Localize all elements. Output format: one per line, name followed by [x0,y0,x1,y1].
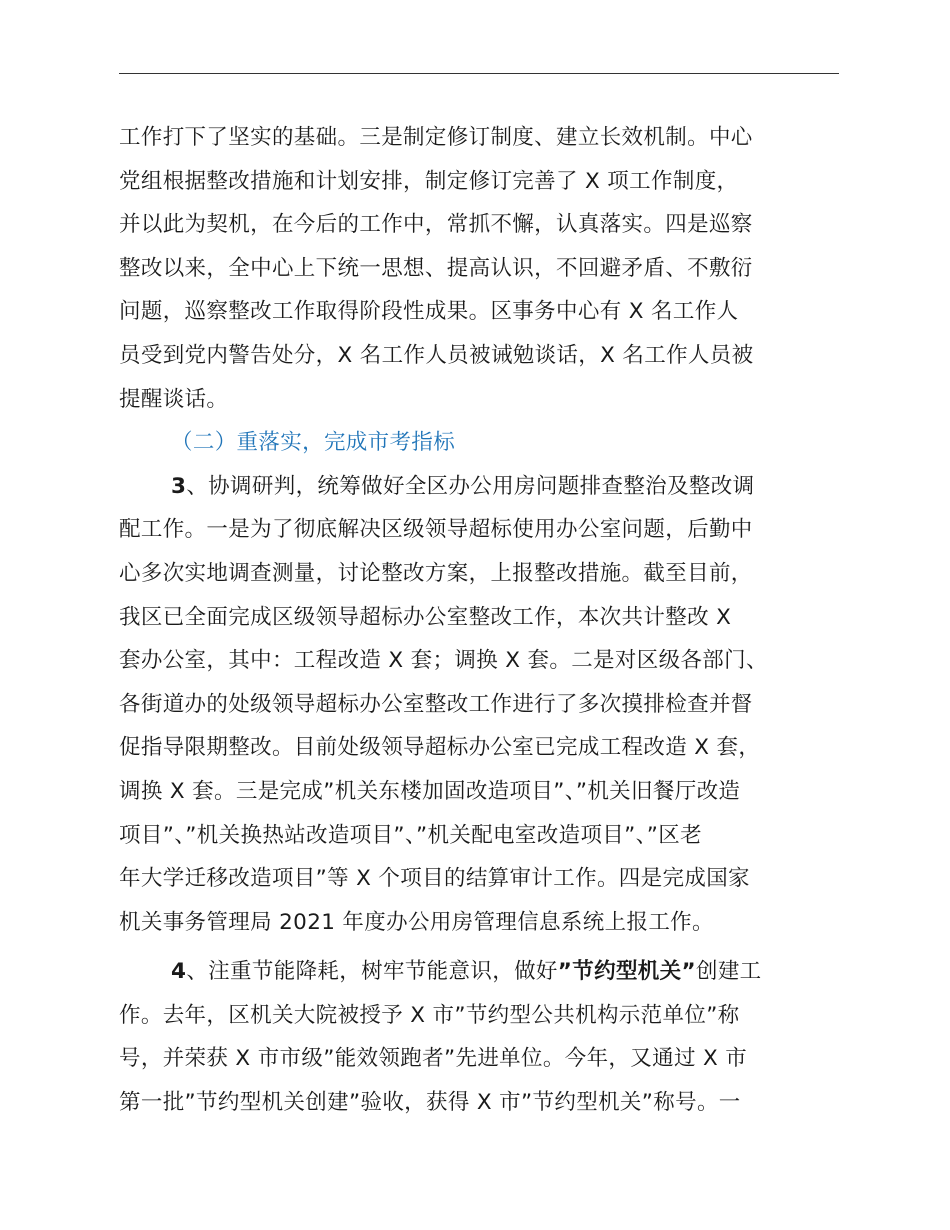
item-3-first-line-text: 、协调研判，统筹做好全区办公用房问题排查整治及整改调 [186,473,755,499]
section-heading: （二）重落实，完成市考指标 [171,430,456,456]
body-line: 套办公室，其中：工程改造 X 套；调换 X 套。二是对区级各部门、 [119,648,768,674]
body-line: 配工作。一是为了彻底解决区级领导超标使用办公室问题，后勤中 [119,517,753,543]
body-line: 机关事务管理局 2021 年度办公用房管理信息系统上报工作。 [119,909,714,935]
item-4-first-line [119,950,847,994]
body-line: 作。去年，区机关大院被授予 X 市”节约型公共机构示范单位”称 [119,1002,740,1028]
body-line: 问题，巡察整改工作取得阶段性成果。区事务中心有 X 名工作人 [119,299,739,325]
body-line: 整改以来，全中心上下统一思想、提高认识，不回避矛盾、不敷衍 [119,255,753,281]
item-4-number: 4 [171,959,187,985]
body-line: 各街道办的处级领导超标办公室整改工作进行了多次摸排检查并督 [119,691,753,717]
item-3-first-line [119,465,847,509]
body-line: 我区已全面完成区级领导超标办公室整改工作，本次共计整改 X [119,604,732,630]
body-line: 号，并荣获 X 市市级”能效领跑者”先进单位。今年，又通过 X 市 [119,1046,748,1072]
item-4-first-line-tail: 创建工 [695,959,762,985]
body-line: 调换 X 套。三是完成”机关东楼加固改造项目”、”机关旧餐厅改造 [119,778,741,804]
body-line: 提醒谈话。 [119,386,229,412]
item-4-bold-phrase: ”节约型机关” [557,959,696,985]
item-4-first-line-text: 、注重节能降耗，树牢节能意识，做好 [186,959,558,985]
body-line: 年大学迁移改造项目”等 X 个项目的结算审计工作。四是完成国家 [119,866,750,892]
document-body [119,116,847,1125]
body-line: 促指导限期整改。目前处级领导超标办公室已完成工程改造 X 套， [119,735,761,761]
body-line: 第一批”节约型机关创建”验收，获得 X 市”节约型机关”称号。一 [119,1090,741,1116]
body-line: 员受到党内警告处分，X 名工作人员被诫勉谈话，X 名工作人员被 [119,342,754,368]
item-3-number: 3 [171,473,187,499]
body-line: 工作打下了坚实的基础。三是制定修订制度、建立长效机制。中心 [119,125,753,150]
body-line: 心多次实地调查测量，讨论整改方案，上报整改措施。截至目前， [119,560,753,586]
body-line: 党组根据整改措施和计划安排，制定修订完善了 X 项工作制度， [119,168,739,194]
body-line: 项目”、”机关换热站改造项目”、”机关配电室改造项目”、”区老 [119,822,702,848]
header-rule [119,73,839,74]
body-line: 并以此为契机，在今后的工作中，常抓不懈，认真落实。四是巡察 [119,212,753,238]
